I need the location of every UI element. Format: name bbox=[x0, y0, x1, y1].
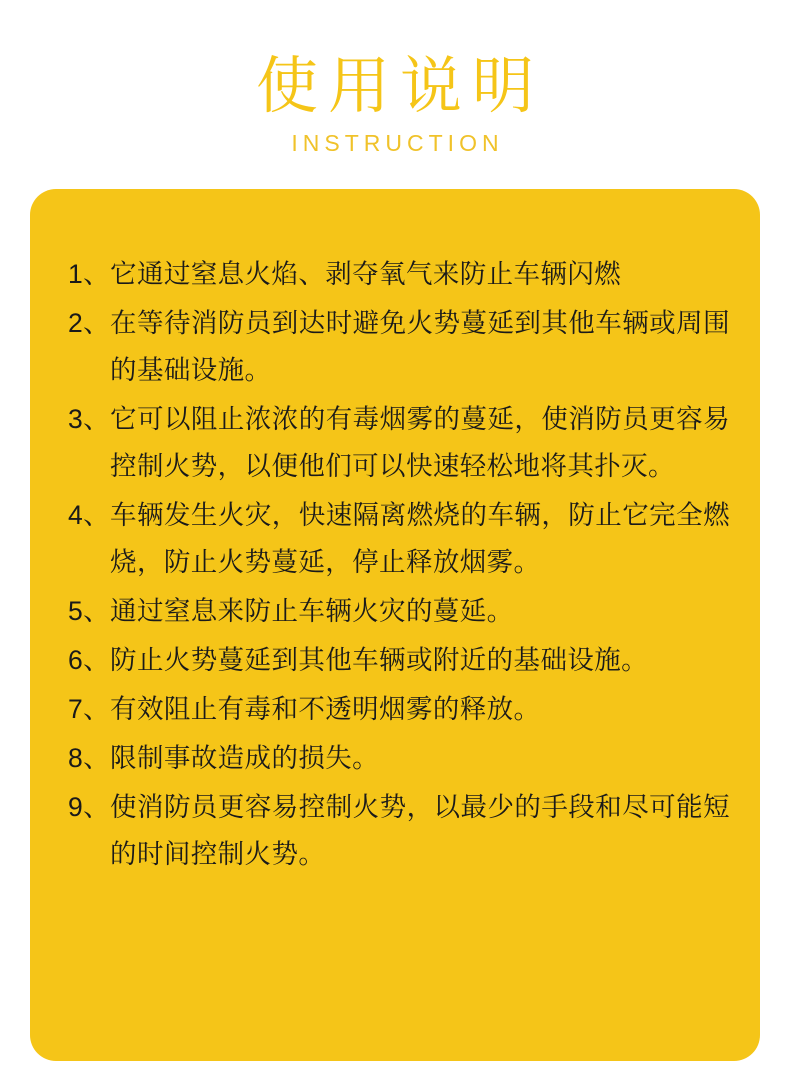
list-item-marker: 1、 bbox=[68, 259, 111, 289]
list-item bbox=[68, 396, 730, 490]
list-item-marker: 8、 bbox=[68, 743, 111, 773]
page-subtitle: INSTRUCTION bbox=[291, 130, 504, 156]
list-item-marker: 2、 bbox=[68, 308, 111, 338]
list-item bbox=[68, 588, 730, 635]
list-item bbox=[68, 300, 730, 394]
list-item-text: 它通过窒息火焰、剥夺氧气来防止车辆闪燃 bbox=[110, 259, 622, 289]
page-header bbox=[0, 0, 790, 158]
list-item bbox=[68, 251, 730, 298]
list-item-text: 在等待消防员到达时避免火势蔓延到其他车辆或周围的基础设施。 bbox=[110, 308, 730, 385]
list-item-marker: 4、 bbox=[68, 500, 111, 530]
instruction-list bbox=[68, 251, 730, 878]
list-item-text: 防止火势蔓延到其他车辆或附近的基础设施。 bbox=[110, 645, 649, 675]
list-item bbox=[68, 637, 730, 684]
list-item-text: 使消防员更容易控制火势，以最少的手段和尽可能短的时间控制火势。 bbox=[110, 792, 730, 869]
list-item-marker: 5、 bbox=[68, 596, 111, 626]
list-item-marker: 6、 bbox=[68, 645, 111, 675]
list-item-text: 通过窒息来防止车辆火灾的蔓延。 bbox=[110, 596, 514, 626]
list-item-text: 限制事故造成的损失。 bbox=[110, 743, 380, 773]
list-item-text: 它可以阻止浓浓的有毒烟雾的蔓延，使消防员更容易控制火势，以便他们可以快速轻松地将其扑灭。 bbox=[110, 404, 730, 481]
list-item-text: 有效阻止有毒和不透明烟雾的释放。 bbox=[110, 694, 541, 724]
list-item bbox=[68, 686, 730, 733]
list-item-marker: 9、 bbox=[68, 792, 111, 822]
page-title: 使用说明 bbox=[255, 52, 544, 121]
list-item bbox=[68, 784, 730, 878]
list-item-text: 车辆发生火灾，快速隔离燃烧的车辆，防止它完全燃烧，防止火势蔓延，停止释放烟雾。 bbox=[110, 500, 730, 577]
list-item bbox=[68, 735, 730, 782]
list-item-marker: 7、 bbox=[68, 694, 111, 724]
list-item bbox=[68, 492, 730, 586]
list-item-marker: 3、 bbox=[68, 404, 111, 434]
instruction-card bbox=[30, 189, 760, 1061]
